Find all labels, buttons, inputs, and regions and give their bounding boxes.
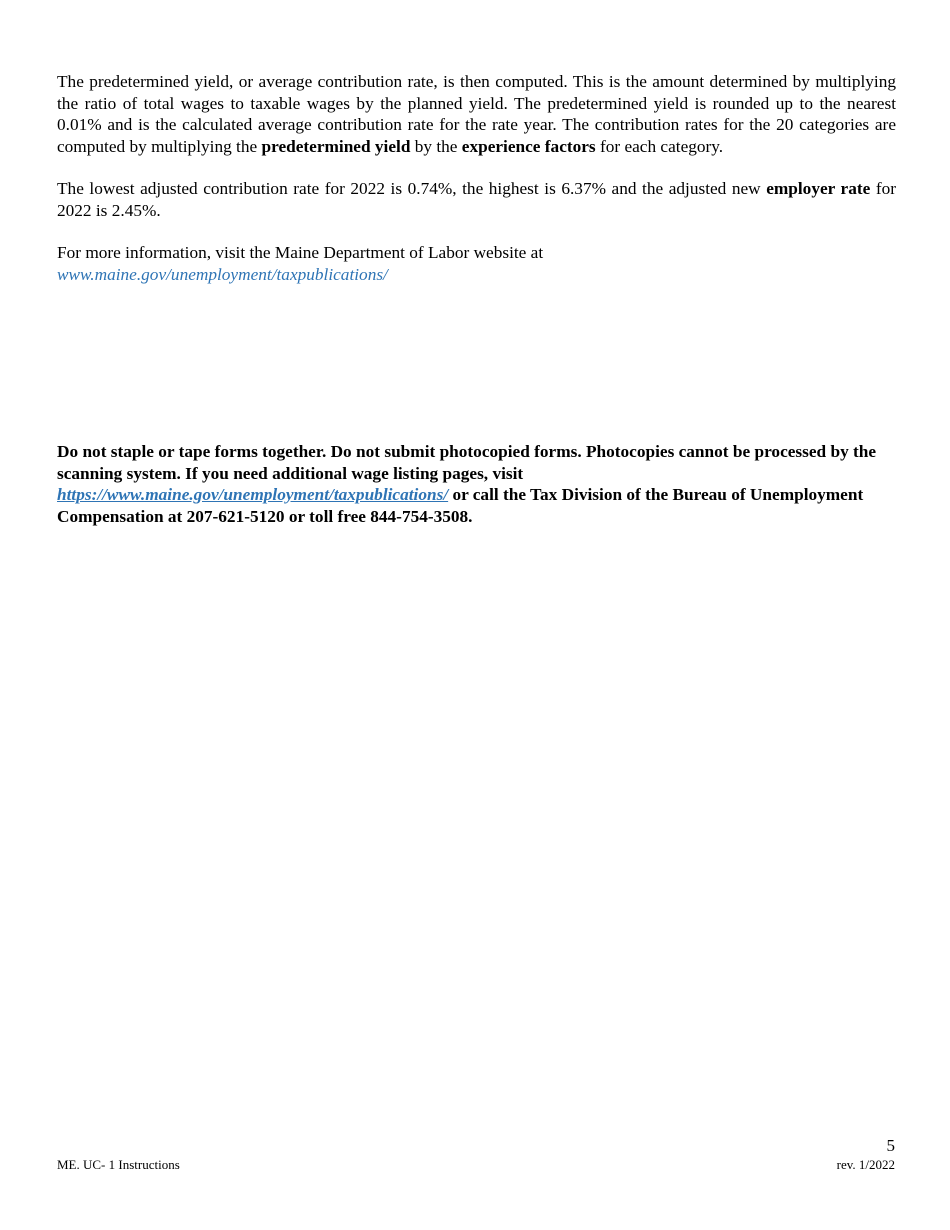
footer-revision: rev. 1/2022 <box>836 1157 895 1172</box>
para1-bold-predetermined-yield: predetermined yield <box>261 136 411 156</box>
document-body <box>57 71 896 285</box>
paragraph-more-information <box>57 242 896 285</box>
footer-form-name: ME. UC- 1 Instructions <box>57 1157 180 1172</box>
para1-bold-experience-factors: experience factors <box>461 136 596 156</box>
para2-text-b: for 2022 is 2.45%. <box>57 179 896 220</box>
notice-text-a: Do not staple or tape forms together. Do not submit photocopied forms. Photocopies cannot be processed by the scanning system. If you need additional wage listing pages, visit <box>57 442 877 483</box>
tax-publications-link[interactable]: www.maine.gov/unemployment/taxpublications/ <box>57 264 388 284</box>
para2-bold-employer-rate: employer rate <box>766 179 871 198</box>
para3-text: For more information, visit the Maine Department of Labor website at <box>57 243 544 262</box>
notice-paragraph <box>57 441 902 527</box>
page-number: 5 <box>886 1136 895 1155</box>
para1-text-b: by the <box>410 136 462 156</box>
para2-text-a: The lowest adjusted contribution rate for 2022 is 0.74%, the highest is 6.37% and the adjusted new <box>57 179 767 198</box>
paragraph-predetermined-yield <box>57 71 896 157</box>
para1-text-c: for each category. <box>595 136 724 156</box>
notice-text-b: or call the Tax Division of the Bureau of Unemployment Compensation at 207-621-5120 or toll free 844-754-3508. <box>57 485 864 526</box>
paragraph-contribution-rates <box>57 178 896 221</box>
notice-tax-publications-link[interactable]: https://www.maine.gov/unemployment/taxpublications/ <box>57 485 449 504</box>
para1-text-a: The predetermined yield, or average contribution rate, is then computed. This is the amount determined by multiplying the ratio of total wages to taxable wages by the planned yield. The predetermined yield is rounded up to the nearest 0.01% and is the calculated average contribution rate for the rate year. The contribution rates for the 20 categories are computed by multiplying the <box>57 72 896 156</box>
